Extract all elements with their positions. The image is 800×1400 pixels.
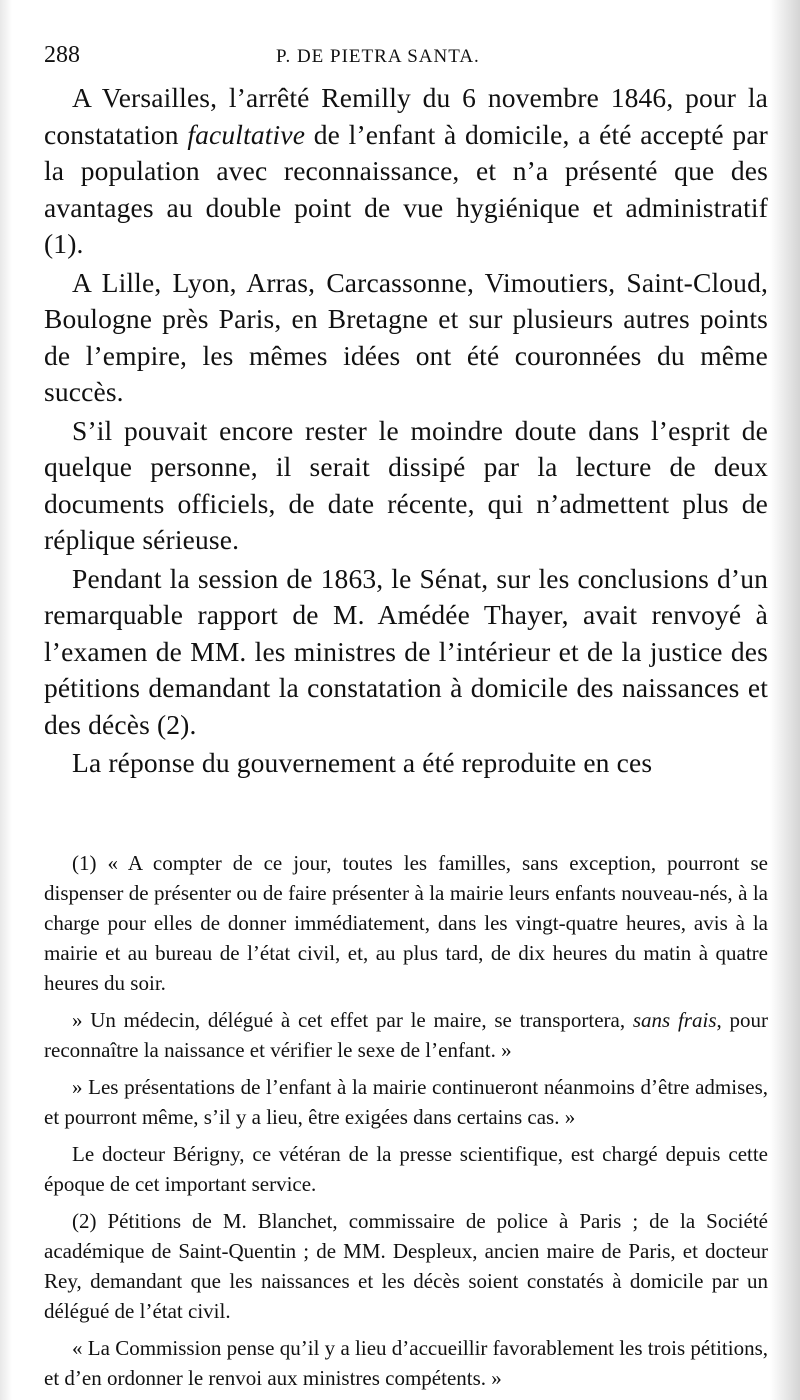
paragraph-versailles bbox=[44, 80, 768, 263]
footnote-2: (2) Pétitions de M. Blanchet, commissaire de police à Paris ; de la Société académique de Saint-Quentin ; de MM. Despleux, ancien maire de Paris, et docteur Rey, demandant que les naissances et les décès soient constatés à domicile par un délégué de l’état civil. bbox=[44, 1208, 768, 1323]
page-number: 288 bbox=[44, 42, 80, 68]
footnote-1-medecin bbox=[44, 1005, 768, 1065]
emphasis-sans-frais: sans frais bbox=[632, 1007, 717, 1032]
footnote-1: (1) « A compter de ce jour, toutes les familles, sans exception, pourront se dispenser de présenter ou de faire présenter à la mairie leurs enfants nouveau-nés, à la charge pour elles de donner immédiatement, dans les vingt-quatre heures, avis à la mairie et au bureau de l’état civil, et, au plus tard, de dix heures du matin à quatre heures du soir. bbox=[44, 850, 768, 995]
emphasis-facultative: facultative bbox=[187, 118, 306, 150]
paragraph-lille: A Lille, Lyon, Arras, Carcassonne, Vimoutiers, Saint-Cloud, Boulogne près Paris, en Bretagne et sur plusieurs autres points de l’empire, les mêmes idées ont été couronnées du même succès. bbox=[44, 266, 768, 407]
book-page bbox=[44, 40, 768, 1393]
paragraph-versailles-text-2: de l’enfant à domicile, a été accepté par la population avec reconnaissance, et n’a présenté que des avantages au double point de vue hygiénique et administratif (1). bbox=[44, 118, 768, 259]
body-text bbox=[44, 80, 768, 782]
footnote-1-berigny: Le docteur Bérigny, ce vétéran de la presse scientifique, est chargé depuis cette époque de cet important service. bbox=[44, 1141, 768, 1196]
paragraph-reponse: La réponse du gouvernement a été reproduite en ces bbox=[72, 747, 653, 778]
page-gutter-shadow bbox=[770, 0, 800, 1400]
paragraph-session-1863: Pendant la session de 1863, le Sénat, sur les conclusions d’un remarquable rapport de M. Amédée Thayer, avait renvoyé à l’examen de MM. les ministres de l’intérieur et de la justice des pétitions demandant la constatation à domicile des naissances et des décès (2). bbox=[44, 562, 768, 740]
running-head: P. DE PIETRA SANTA. bbox=[276, 46, 480, 67]
footnote-1-presentations: » Les présentations de l’enfant à la mairie continueront néanmoins d’être admises, et pourront même, s’il y a lieu, être exigées dans certains cas. » bbox=[44, 1074, 768, 1129]
footnote-2-commission: « La Commission pense qu’il y a lieu d’accueillir favorablement les trois pétitions, et d’en ordonner le renvoi aux ministres compétents. » bbox=[44, 1335, 768, 1390]
footnote-1-medecin-text-2: , pour reconnaître la naissance et vérifier le sexe de l’enfant. » bbox=[44, 1007, 769, 1062]
footnotes bbox=[44, 848, 768, 1393]
footnote-1-medecin-text-1: » Un médecin, délégué à cet effet par le maire, se transportera, bbox=[72, 1007, 633, 1032]
page-left-edge-shadow bbox=[0, 0, 12, 1400]
paragraph-doute: S’il pouvait encore rester le moindre doute dans l’esprit de quelque personne, il serait dissipé par la lecture de deux documents officiels, de date récente, qui n’admettent plus de réplique sérieuse. bbox=[44, 414, 768, 555]
page-header bbox=[44, 40, 768, 80]
paragraph-versailles-text-1: A Versailles, l’arrêté Remilly du 6 novembre 1846, pour la constatation bbox=[44, 82, 768, 150]
